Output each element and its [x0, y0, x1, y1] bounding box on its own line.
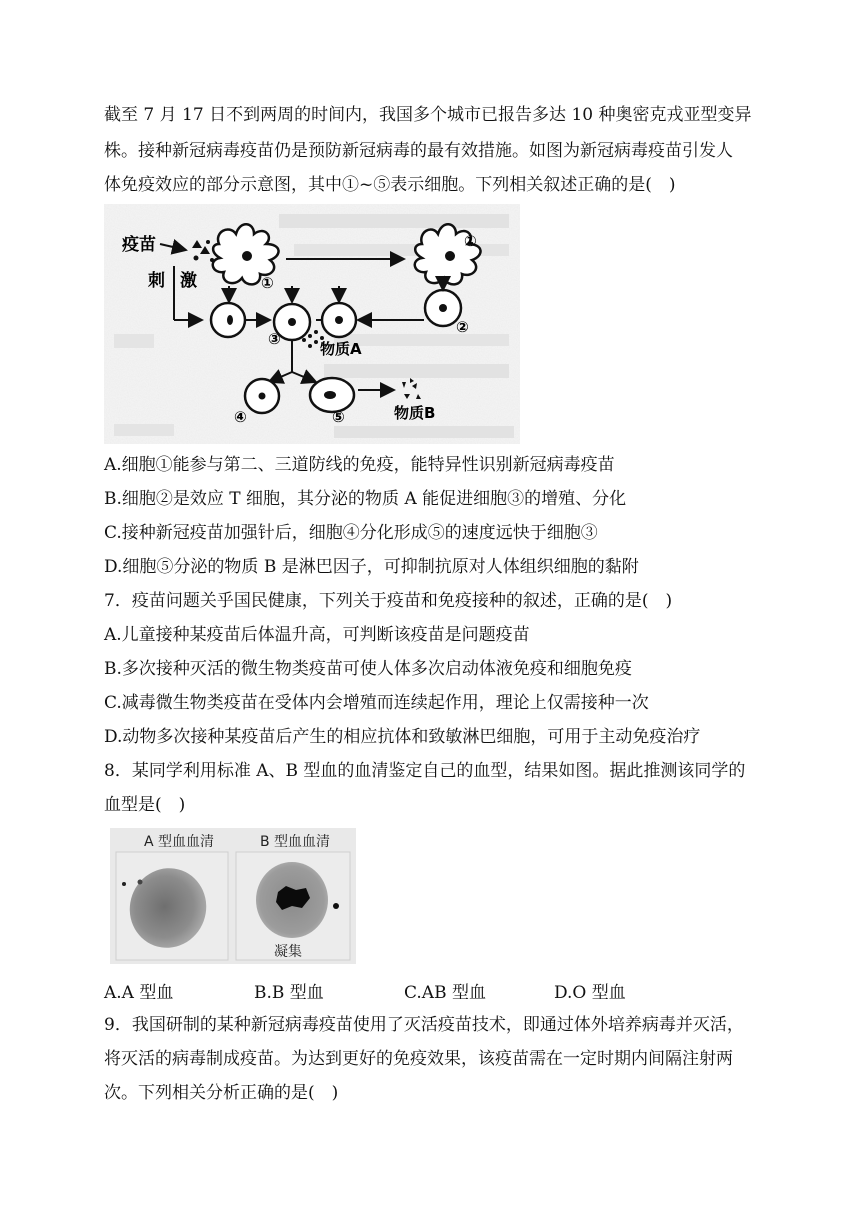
q8-stem-line-2: 血型是( ) [104, 795, 186, 815]
blood-typing-figure [110, 828, 356, 964]
cell-3-label: ③ [268, 330, 281, 348]
substance-b-label: 物质B [394, 404, 436, 422]
q6-stem-line-3: 体免疫效应的部分示意图，其中①~⑤表示细胞。下列相关叙述正确的是( ) [104, 175, 676, 195]
q9-stem-line-2: 将灭活的病毒制成疫苗。为达到更好的免疫效果，该疫苗需在一定时期内间隔注射两 [104, 1049, 733, 1069]
q8-option-b: B.B 型血 [254, 983, 324, 1003]
q7-option-b: B.多次接种灭活的微生物类疫苗可使人体多次启动体液免疫和细胞免疫 [104, 659, 632, 679]
q7-stem: 7．疫苗问题关乎国民健康，下列关于疫苗和免疫接种的叙述，正确的是( ) [104, 591, 673, 611]
q7-option-a: A.儿童接种某疫苗后体温升高，可判断该疫苗是问题疫苗 [104, 625, 530, 645]
t-cell-first [211, 303, 245, 337]
q9-stem-line-3: 次。下列相关分析正确的是( ) [104, 1083, 339, 1103]
q8-option-d: D.O 型血 [554, 983, 626, 1003]
q6-stem-line-2: 株。接种新冠病毒疫苗仍是预防新冠病毒的最有效措施。如图为新冠病毒疫苗引发人 [104, 141, 733, 161]
cell-4-label: ④ [234, 408, 247, 426]
q6-option-a: A.细胞①能参与第二、三道防线的免疫，能特异性识别新冠病毒疫苗 [104, 455, 615, 475]
panel-b-title: B 型血血清 [260, 834, 331, 850]
substance-a-label: 物质A [320, 340, 362, 358]
stimulate-label-1: 刺 [148, 271, 165, 291]
cell-5-label: ⑤ [332, 408, 345, 426]
q8-option-c: C.AB 型血 [404, 983, 486, 1003]
q8-stem-line-1: 8．某同学利用标准 A、B 型血的血清鉴定自己的血型，结果如图。据此推测该同学的 [104, 761, 746, 781]
cell-1-label-left: ① [261, 274, 274, 292]
immune-response-diagram [104, 204, 520, 444]
t-helper-cell [322, 303, 356, 337]
q7-option-c: C.减毒微生物类疫苗在受体内会增殖而连续起作用，理论上仅需接种一次 [104, 693, 649, 713]
q6-stem-line-1: 截至 7 月 17 日不到两周的时间内，我国多个城市已报告多达 10 种奥密克戎亚型变异 [104, 105, 752, 125]
plasma-cell-5 [310, 378, 354, 412]
q6-option-d: D.细胞⑤分泌的物质 B 是淋巴因子，可抑制抗原对人体组织细胞的黏附 [104, 557, 639, 577]
q9-stem-line-1: 9．我国研制的某种新冠病毒疫苗使用了灭活疫苗技术，即通过体外培养病毒并灭活， [104, 1015, 744, 1035]
q8-option-a: A.A 型血 [104, 983, 174, 1003]
vaccine-label: 疫苗 [122, 235, 156, 255]
cell-1-label-right: ① [464, 232, 477, 250]
q6-option-c: C.接种新冠疫苗加强针后，细胞④分化形成⑤的速度远快于细胞③ [104, 523, 598, 543]
stimulate-label-2: 激 [180, 271, 197, 291]
q6-option-b: B.细胞②是效应 T 细胞，其分泌的物质 A 能促进细胞③的增殖、分化 [104, 489, 627, 509]
panel-a-title: A 型血血清 [144, 834, 215, 850]
q7-option-d: D.动物多次接种某疫苗后产生的相应抗体和致敏淋巴细胞，可用于主动免疫治疗 [104, 727, 701, 747]
memory-cell-4 [245, 379, 279, 413]
panel-b-caption: 凝集 [274, 944, 302, 960]
cell-2-label: ② [456, 318, 469, 336]
